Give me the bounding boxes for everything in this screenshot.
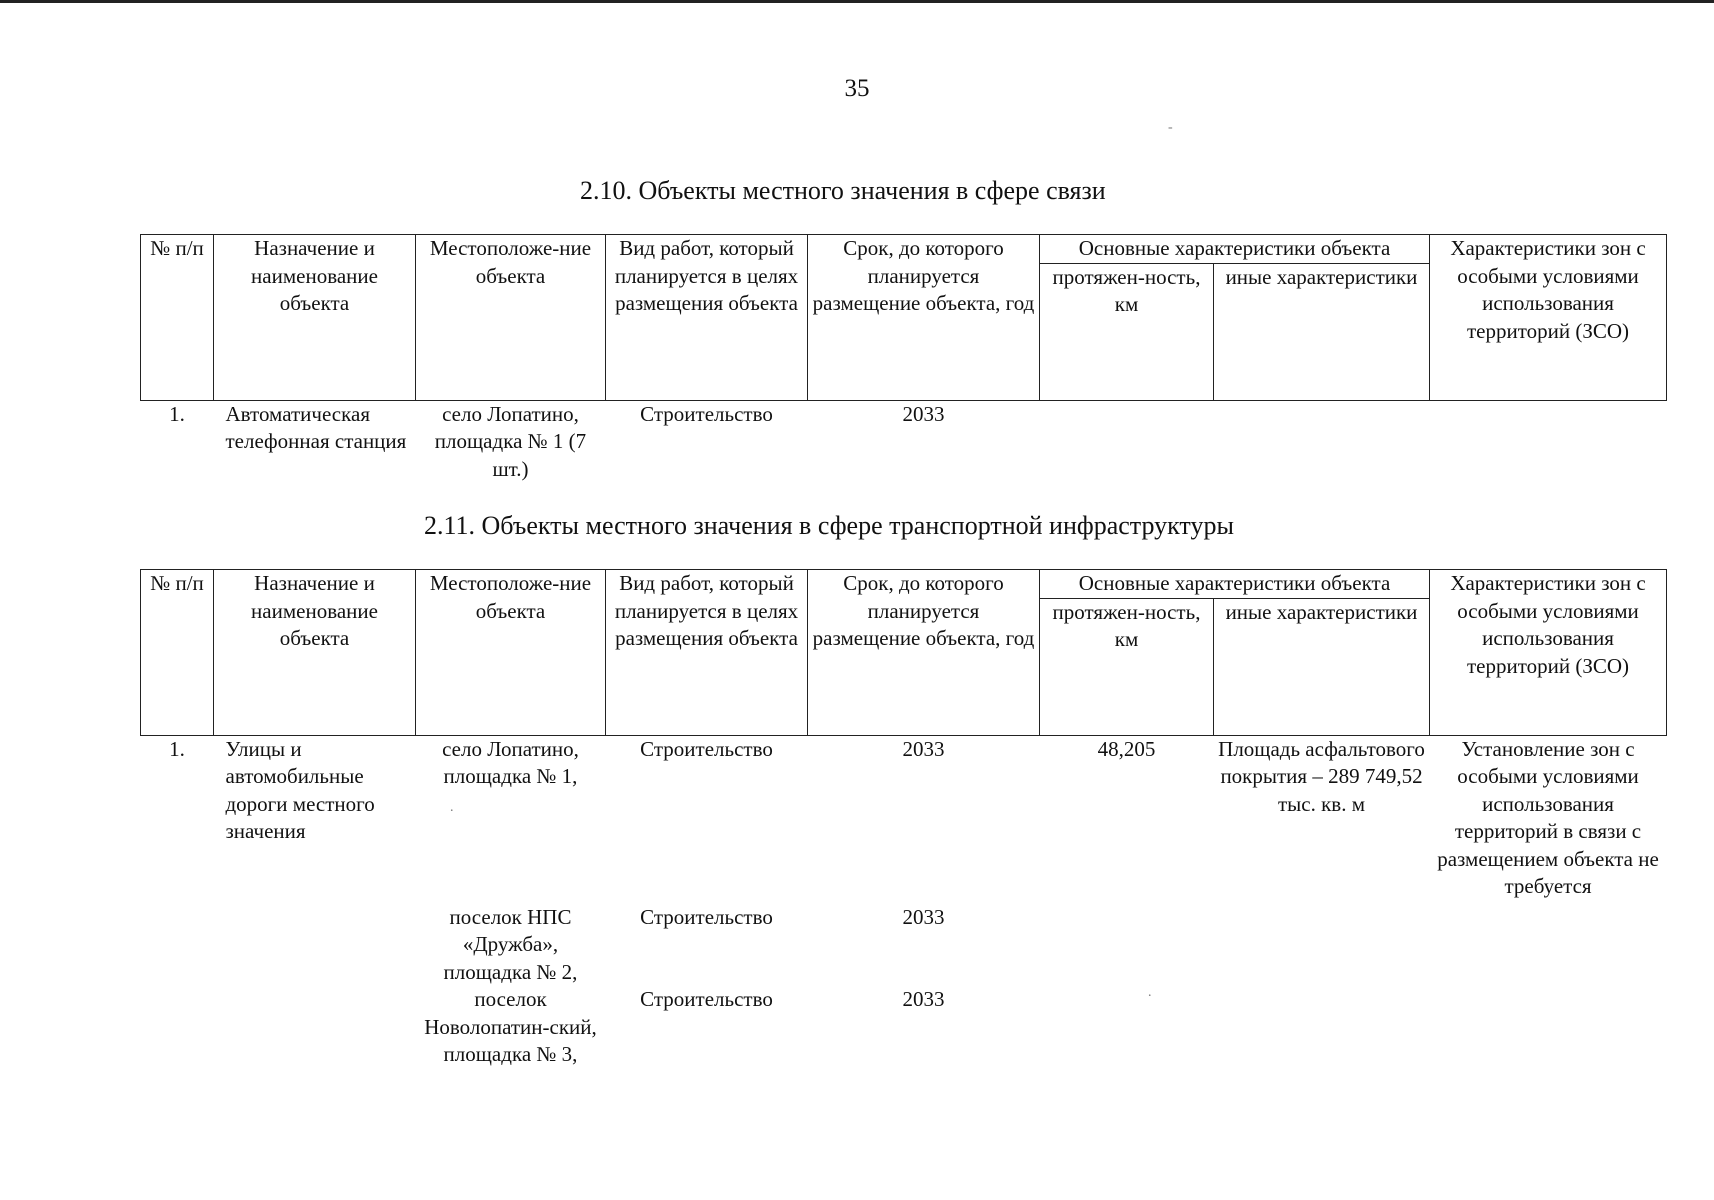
cell-zso: Установление зон с особыми условиями использования территорий в связи с размещением объекта не требуется xyxy=(1437,736,1659,898)
communications-table xyxy=(140,234,1667,483)
scan-speck: . xyxy=(450,800,454,815)
header-location: Местоположе-ние объекта xyxy=(416,235,606,401)
cell-deadline: 2033 xyxy=(902,736,945,761)
header-location: Местоположе-ние объекта xyxy=(416,570,606,736)
table-row xyxy=(141,735,1667,904)
header-name: Назначение и наименование объекта xyxy=(214,235,416,401)
cell-zso xyxy=(1430,400,1667,483)
header-zso: Характеристики зон с особыми условиями использования территорий (ЗСО) xyxy=(1430,570,1667,736)
cell-name: Автоматическая телефонная станция xyxy=(225,401,407,453)
header-deadline: Срок, до которого планируется размещение объекта, год xyxy=(808,235,1040,401)
cell-location: поселок Новолопатин-ский, площадка № 3, xyxy=(424,987,597,1066)
section-title-communications: 2.10. Объекты местного значения в сфере связи xyxy=(580,176,1106,205)
header-length: протяжен-ность, км xyxy=(1040,263,1214,400)
cell-deadline: 2033 xyxy=(902,987,945,1011)
header-zso: Характеристики зон с особыми условиями использования территорий (ЗСО) xyxy=(1430,235,1667,401)
cell-name: Улицы и автомобильные дороги местного значения xyxy=(225,736,375,843)
header-other: иные характеристики xyxy=(1214,263,1430,400)
scan-speck: - xyxy=(1168,120,1173,135)
header-main-characteristics: Основные характеристики объекта xyxy=(1040,570,1430,599)
cell-location: село Лопатино, площадка № 1, xyxy=(442,736,579,788)
section-title-transport: 2.11. Объекты местного значения в сфере транспортной инфраструктуры xyxy=(424,511,1234,540)
transport-table xyxy=(140,569,1667,1069)
header-num: № п/п xyxy=(141,570,214,736)
header-other: иные характеристики xyxy=(1214,598,1430,735)
header-deadline: Срок, до которого планируется размещение объекта, год xyxy=(808,570,1040,736)
cell-work-type: Строительство xyxy=(640,904,773,929)
header-work-type: Вид работ, который планируется в целях размещения объекта xyxy=(606,235,808,401)
table-row xyxy=(141,400,1667,483)
cell-other: Площадь асфальтового покрытия – 289 749,52 тыс. кв. м xyxy=(1218,736,1425,816)
cell-deadline: 2033 xyxy=(902,401,945,426)
header-name: Назначение и наименование объекта xyxy=(214,570,416,736)
page-number: 35 xyxy=(844,75,870,102)
cell-other xyxy=(1214,400,1430,483)
cell-location: село Лопатино, площадка № 1 (7 шт.) xyxy=(434,401,587,481)
header-num: № п/п xyxy=(141,235,214,401)
cell-num: 1. xyxy=(169,401,185,426)
header-main-characteristics: Основные характеристики объекта xyxy=(1040,235,1430,264)
scan-speck: . xyxy=(1148,985,1152,1000)
cell-length xyxy=(1040,400,1214,483)
cell-work-type: Строительство xyxy=(640,987,773,1011)
cell-num: 1. xyxy=(169,736,185,761)
cell-work-type: Строительство xyxy=(640,401,773,426)
header-length: протяжен-ность, км xyxy=(1040,598,1214,735)
top-border-line xyxy=(0,0,1714,3)
cell-work-type: Строительство xyxy=(640,736,773,761)
header-work-type: Вид работ, который планируется в целях размещения объекта xyxy=(606,570,808,736)
cell-location: поселок НПС «Дружба», площадка № 2, xyxy=(443,904,578,984)
cell-length: 48,205 xyxy=(1097,736,1156,761)
cell-deadline: 2033 xyxy=(902,904,945,929)
